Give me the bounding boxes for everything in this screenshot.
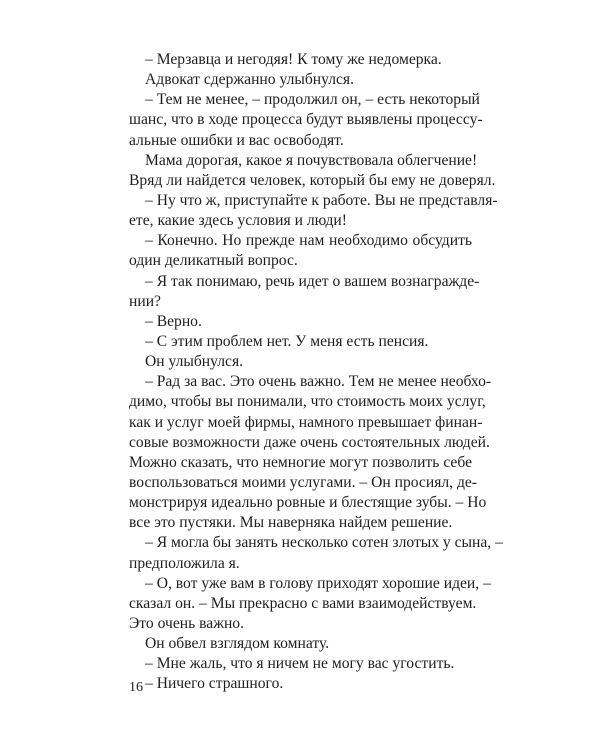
body-text (129, 50, 503, 695)
text-line: Адвокат сдержанно улыбнулся. (145, 71, 355, 89)
text-line: один деликатный вопрос. (129, 252, 298, 270)
text-line: димо, чтобы вы понимали, что стоимость моих услуг, (129, 393, 486, 411)
text-line: монстрируя идеально ровные и блестящие зубы. – Но (129, 494, 487, 512)
text-line: все это пустяки. Мы наверняка найдем решение. (129, 514, 453, 532)
text-line: – Я так понимаю, речь идет о вашем вознагражде- (145, 272, 480, 290)
text-line: нии? (129, 292, 161, 310)
text-line: – Ну что ж, приступайте к работе. Вы не представля- (145, 191, 498, 209)
text-line: воспользоваться моими услугами. – Он просиял, де- (129, 473, 477, 491)
text-line: – Мерзавца и негодяя! К тому же недомерка. (145, 51, 442, 68)
text-line: – Верно. (145, 312, 202, 330)
text-line: – О, вот уже вам в голову приходят хорошие идеи, – (145, 574, 491, 592)
text-line: – С этим проблем нет. У меня есть пенсия. (145, 332, 429, 350)
text-line: – Тем не менее, – продолжил он, – есть некоторый (145, 91, 480, 109)
text-line: как и услуг моей фирмы, намного превышает финан- (129, 413, 483, 431)
text-line: Он обвел взглядом комнату. (145, 635, 330, 653)
page-number: 16 (129, 680, 143, 695)
text-line: предположила я. (129, 554, 240, 572)
text-line: ете, какие здесь условия и люди! (129, 212, 347, 230)
text-line: сказал он. – Мы прекрасно с вами взаимодействуем. (129, 594, 477, 612)
text-line: совые возможности даже очень состоятельных людей. (129, 433, 490, 451)
text-line: Можно сказать, что немногие могут позволить себе (129, 453, 472, 471)
text-line: – Конечно. Но прежде нам необходимо обсудить (145, 232, 472, 250)
text-line: – Ничего страшного. (145, 675, 284, 693)
text-line: – Мне жаль, что я ничем не могу вас угостить. (145, 655, 455, 673)
text-line: – Рад за вас. Это очень важно. Тем не менее необхо- (145, 373, 492, 391)
text-line: шанс, что в ходе процесса будут выявлены процессу- (129, 111, 483, 129)
text-line: – Я могла бы занять несколько сотен злотых у сына, – (145, 534, 503, 552)
text-line: Вряд ли найдется человек, который бы ему не доверял. (129, 171, 496, 189)
text-line: Он улыбнулся. (145, 353, 244, 371)
text-line: Это очень важно. (129, 614, 245, 632)
text-line: Мама дорогая, какое я почувствовала облегчение! (145, 151, 478, 169)
text-line: альные ошибки и вас освободят. (129, 131, 344, 149)
